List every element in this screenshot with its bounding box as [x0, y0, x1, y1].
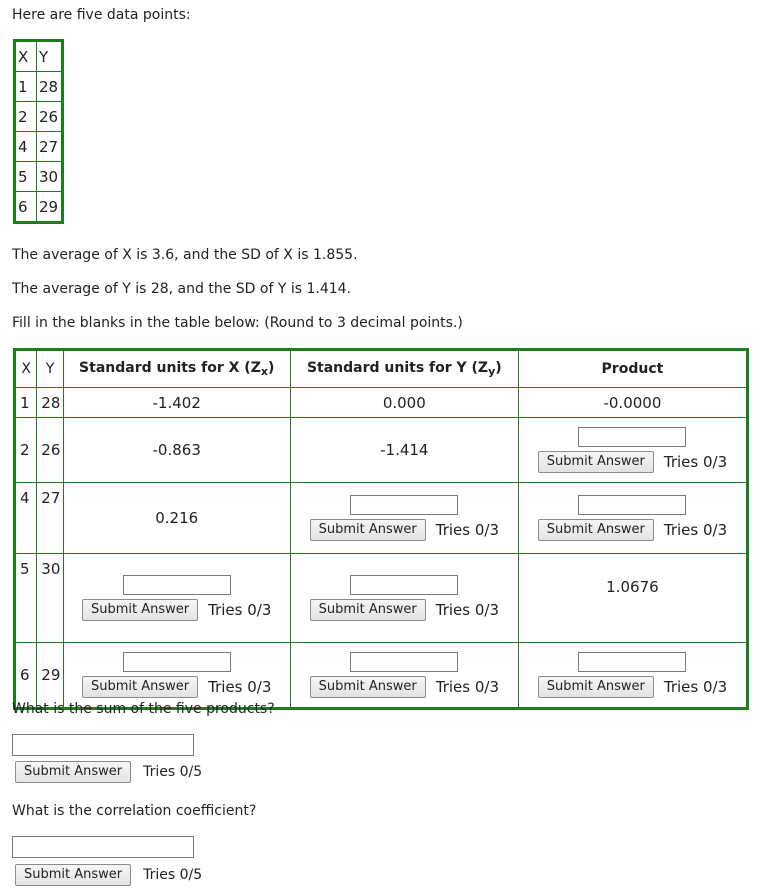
tries-counter: Tries 0/3	[435, 521, 499, 539]
cell-x: 2	[15, 102, 37, 132]
cell-x: 6	[15, 643, 37, 709]
data-points-table	[13, 39, 64, 224]
cell-y: 26	[37, 418, 63, 483]
tries-counter: Tries 0/3	[663, 453, 728, 471]
header-x: X	[15, 350, 37, 388]
product-input-row5[interactable]	[578, 652, 686, 672]
question-correlation: What is the correlation coefficient?	[12, 803, 257, 819]
tries-counter: Tries 0/3	[435, 601, 499, 619]
submit-answer-button[interactable]: Submit Answer	[310, 599, 426, 621]
cell-product	[518, 483, 747, 554]
submit-answer-button[interactable]: Submit Answer	[538, 676, 654, 698]
header-zy-sub: y	[488, 365, 496, 378]
cell-x: 5	[15, 554, 37, 643]
cell-x: 5	[15, 162, 37, 192]
cell-zy	[290, 554, 518, 643]
cell-x: 1	[15, 72, 37, 102]
header-zx-sub: x	[260, 365, 268, 378]
tries-counter: Tries 0/3	[435, 678, 499, 696]
zy-input-row4[interactable]	[350, 575, 458, 595]
cell-x: 6	[15, 192, 37, 223]
submit-answer-button[interactable]: Submit Answer	[538, 519, 654, 541]
header-zy-close: )	[495, 360, 502, 376]
cell-zy	[290, 483, 518, 554]
tries-counter: Tries 0/5	[143, 764, 203, 780]
submit-answer-button[interactable]: Submit Answer	[82, 676, 198, 698]
cell-y: 28	[37, 72, 63, 102]
submit-answer-button[interactable]: Submit Answer	[15, 761, 131, 783]
table-row	[15, 418, 748, 483]
cell-y: 28	[37, 388, 63, 418]
cell-zx: -1.402	[63, 388, 290, 418]
cell-y: 29	[37, 643, 63, 709]
zy-input-row5[interactable]	[350, 652, 458, 672]
cell-product	[518, 643, 747, 709]
cell-zx	[63, 643, 290, 709]
cell-y: 27	[37, 483, 63, 554]
sum-products-input[interactable]	[12, 734, 194, 756]
cell-product: -0.0000	[518, 388, 747, 418]
cell-zy: -1.414	[290, 418, 518, 483]
tries-counter: Tries 0/5	[143, 867, 203, 883]
table-row	[15, 162, 63, 192]
correlation-input[interactable]	[12, 836, 194, 858]
submit-answer-button[interactable]: Submit Answer	[310, 519, 426, 541]
stat-x-text: The average of X is 3.6, and the SD of X is 1.855.	[12, 247, 358, 263]
question-sum: What is the sum of the five products?	[12, 701, 275, 717]
table-row	[15, 102, 63, 132]
tries-counter: Tries 0/3	[208, 601, 272, 619]
cell-x: 1	[15, 388, 37, 418]
table-row	[15, 388, 748, 418]
header-zx-label: Standard units for X (Z	[79, 360, 261, 376]
instruction-text: Fill in the blanks in the table below: (Round to 3 decimal points.)	[12, 315, 463, 331]
cell-product: 1.0676	[518, 554, 747, 643]
submit-answer-button[interactable]: Submit Answer	[538, 451, 654, 473]
product-input-row2[interactable]	[578, 427, 686, 447]
submit-answer-button[interactable]: Submit Answer	[82, 599, 198, 621]
cell-y: 27	[37, 132, 63, 162]
cell-x: 4	[15, 483, 37, 554]
header-zy-label: Standard units for Y (Z	[306, 360, 489, 376]
table-row	[15, 483, 748, 554]
header-x: X	[15, 41, 37, 72]
cell-y: 26	[37, 102, 63, 132]
table-header-row	[15, 350, 748, 388]
table-row	[15, 132, 63, 162]
cell-zx: -0.863	[63, 418, 290, 483]
cell-x: 2	[15, 418, 37, 483]
cell-product	[518, 418, 747, 483]
table-row	[15, 72, 63, 102]
standard-units-table	[13, 348, 749, 710]
cell-y: 30	[37, 162, 63, 192]
zy-input-row3[interactable]	[350, 495, 458, 515]
zx-input-row4[interactable]	[123, 575, 231, 595]
submit-answer-button[interactable]: Submit Answer	[15, 864, 131, 886]
product-input-row3[interactable]	[578, 495, 686, 515]
cell-x: 4	[15, 132, 37, 162]
cell-zy: 0.000	[290, 388, 518, 418]
header-y: Y	[37, 350, 63, 388]
header-zy	[290, 350, 518, 388]
table-row	[15, 643, 748, 709]
zx-input-row5[interactable]	[123, 652, 231, 672]
sum-submit-row	[15, 761, 202, 783]
cell-zx: 0.216	[63, 483, 290, 554]
submit-answer-button[interactable]: Submit Answer	[310, 676, 426, 698]
tries-counter: Tries 0/3	[208, 678, 272, 696]
correlation-submit-row	[15, 864, 202, 886]
cell-y: 29	[37, 192, 63, 223]
header-zx-close: )	[267, 360, 275, 376]
table-row	[15, 554, 748, 643]
cell-y: 30	[37, 554, 63, 643]
cell-zy	[290, 643, 518, 709]
header-product: Product	[518, 350, 747, 388]
header-y: Y	[37, 41, 63, 72]
tries-counter: Tries 0/3	[663, 678, 728, 696]
stat-y-text: The average of Y is 28, and the SD of Y is 1.414.	[12, 281, 351, 297]
cell-zx	[63, 554, 290, 643]
table-header-row	[15, 41, 63, 72]
intro-text: Here are five data points:	[12, 7, 191, 23]
tries-counter: Tries 0/3	[663, 521, 728, 539]
table-row	[15, 192, 63, 223]
header-zx	[63, 350, 290, 388]
